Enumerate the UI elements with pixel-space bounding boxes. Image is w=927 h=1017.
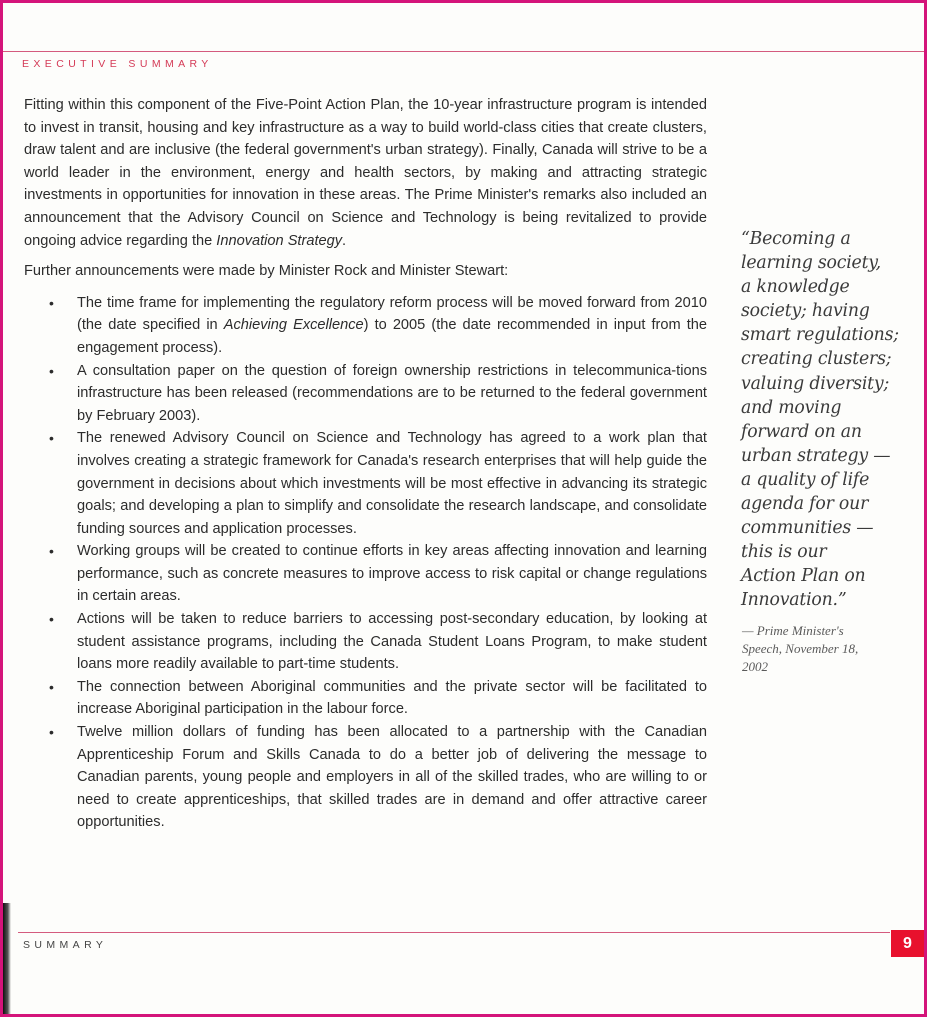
quote-line: Action Plan on — [741, 566, 866, 587]
section-header: EXECUTIVE SUMMARY — [22, 58, 213, 70]
list-item: • Twelve million dollars of funding has been allocated to a partnership with the Canadian Apprenticeship Forum and Skills Canada to do a better job of delivering the message to Canadian parents, young people and employers in all of the skilled trades, who are willing to or need to create apprenticeships, that skilled trades are in demand and offer attractive career opportunities. — [24, 721, 707, 834]
list-item: • The renewed Advisory Council on Science and Technology has agreed to a work plan that involves creating a strategic framework for Canada's research enterprises that will help guide the government in decisions about which investments will be most effective in advancing its strategic goals; and developing a plan to simplify and consolidate the research landscape, and consolidate funding sources and application processes. — [24, 427, 707, 540]
bullet-icon: • — [49, 362, 54, 379]
quote-line: communities — — [741, 518, 874, 539]
attribution-line: Speech, November 18, — [742, 641, 859, 656]
list-item: • A consultation paper on the question of foreign ownership restrictions in telecommunica-tions infrastructure has been released (recommendations are to be returned to the federal government by February 2003). — [24, 360, 707, 428]
quote-line: agenda for our — [741, 494, 869, 515]
footer-section-label: SUMMARY — [23, 939, 108, 951]
quote-line: a quality of life — [741, 469, 870, 490]
attribution-line: 2002 — [742, 659, 768, 674]
page-number: 9 — [891, 930, 924, 957]
emphasis-innovation-strategy: Innovation Strategy — [216, 232, 343, 249]
list-item: • Actions will be taken to reduce barriers to accessing post-secondary education, by looking at student assistance programs, including the Canada Student Loans Program, to make student loans more readily available to part-time students. — [24, 608, 707, 676]
quote-line: a knowledge — [741, 277, 850, 298]
attribution-line: — Prime Minister's — [742, 623, 844, 638]
main-column — [24, 94, 707, 834]
quote-line: “Becoming a — [741, 229, 851, 249]
list-item: • The time frame for implementing the regulatory reform process will be moved forward from 2010 (the date specified in Achieving Excellence) to 2005 (the date recommended in input from the engagement process). — [24, 292, 707, 360]
quote-line: society; having — [741, 301, 870, 322]
intro-paragraph: Fitting within this component of the Five-Point Action Plan, the 10-year infrastructure program is intended to invest in transit, housing and key infrastructure as a way to build world-class cities that create clusters, draw talent and are inclusive (the federal government's urban strategy). Finally, Canada will strive to be a world leader in the environment, energy and health sectors, by making and attracting strategic investments in opportunities for innovation in these areas. The Prime Minister's remarks also included an announcement that the Advisory Council on Science and Technology is being revitalized to provide ongoing advice regarding the Innovation Strategy. — [24, 97, 707, 249]
binding-shadow — [3, 903, 11, 1014]
list-item: • Working groups will be created to continue efforts in key areas affecting innovation and learning performance, such as concrete measures to improve access to risk capital or change regulations in certain areas. — [24, 540, 707, 608]
list-item: • The connection between Aboriginal communities and the private sector will be facilitated to increase Aboriginal participation in the labour force. — [24, 676, 707, 721]
bullet-icon: • — [49, 611, 54, 628]
quote-attribution — [742, 622, 902, 676]
announcement-list — [24, 292, 707, 834]
quote-line: learning society, — [741, 253, 881, 274]
quote-line: creating clusters; — [741, 349, 892, 370]
quote-line: Innovation.” — [741, 590, 847, 611]
bullet-icon: • — [49, 724, 54, 741]
pull-quote — [741, 227, 916, 613]
quote-line: smart regulations; — [741, 325, 899, 346]
quote-line: valuing diversity; — [741, 373, 890, 394]
quote-line: forward on an — [741, 421, 862, 442]
bullet-icon: • — [49, 543, 54, 560]
bullet-icon: • — [49, 294, 54, 311]
bullet-icon: • — [49, 678, 54, 695]
bullet-icon: • — [49, 430, 54, 447]
emphasis-achieving-excellence: Achieving Excellence — [223, 317, 364, 334]
quote-line: urban strategy — — [741, 445, 891, 466]
footer-rule — [18, 932, 890, 933]
quote-line: this is our — [741, 542, 827, 563]
header-rule — [3, 51, 924, 52]
quote-line: and moving — [741, 397, 842, 418]
announcements-paragraph: Further announcements were made by Minister Rock and Minister Stewart: — [24, 263, 509, 280]
